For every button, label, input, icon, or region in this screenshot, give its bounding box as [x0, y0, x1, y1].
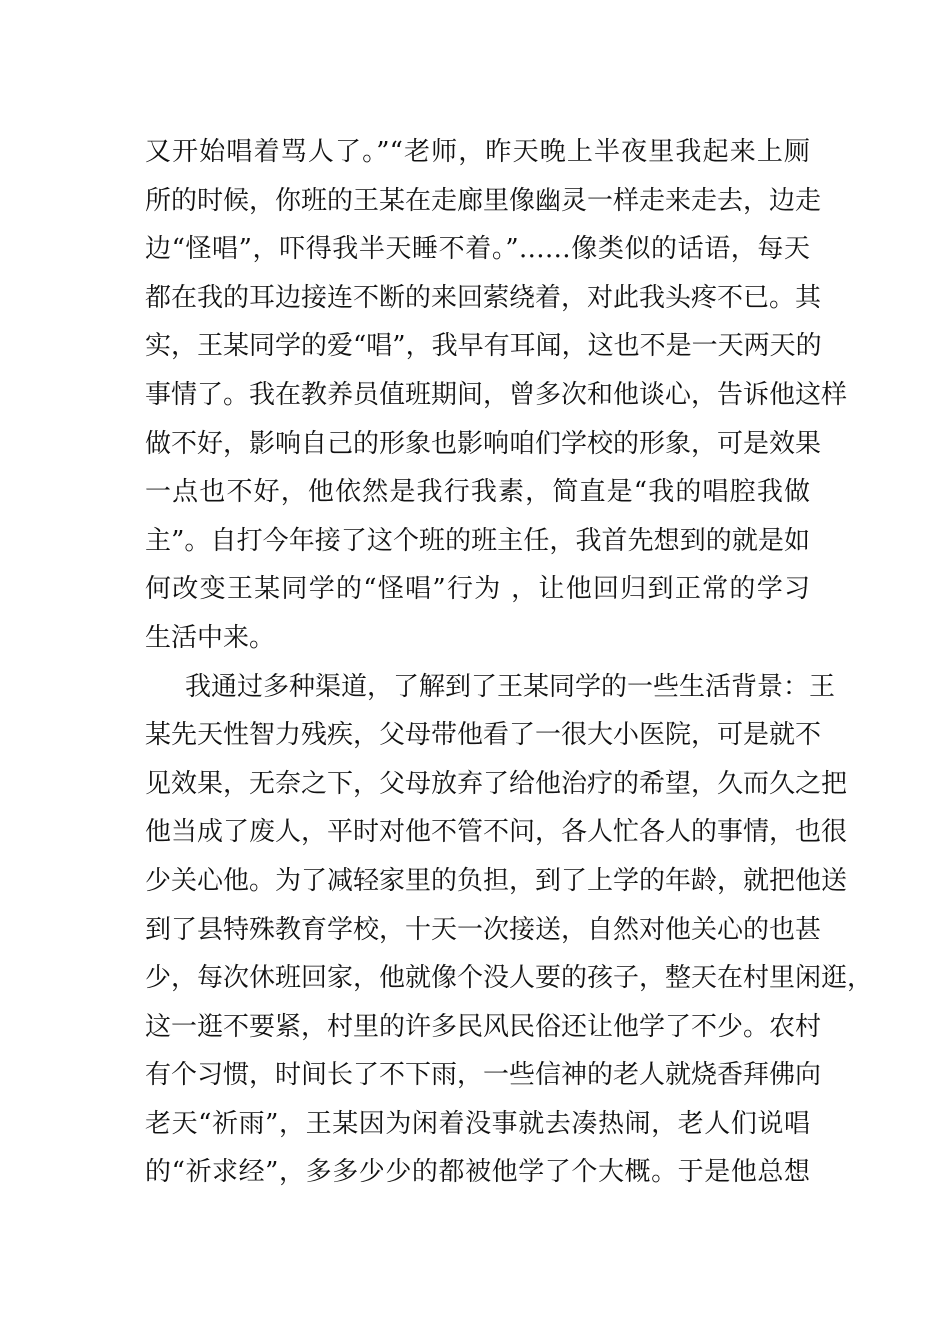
text-line: 主”。自打今年接了这个班的班主任，我首先想到的就是如	[145, 525, 810, 556]
body-text	[145, 128, 874, 1197]
text-line: 我通过多种渠道，了解到了王某同学的一些生活背景：王	[185, 671, 836, 702]
text-line: 实，王某同学的爱“唱”，我早有耳闻，这也不是一天两天的	[145, 331, 822, 362]
text-line: 都在我的耳边接连不断的来回萦绕着，对此我头疼不已。其	[145, 282, 822, 313]
text-line: 何改变王某同学的“怪唱”行为 ，让他回归到正常的学习	[145, 574, 810, 605]
text-line: 见效果，无奈之下，父母放弃了给他治疗的希望，久而久之把	[145, 768, 848, 799]
text-line: 到了县特殊教育学校，十天一次接送，自然对他关心的也甚	[145, 914, 822, 945]
text-line: 他当成了废人，平时对他不管不问，各人忙各人的事情，也很	[145, 817, 848, 848]
paragraph-2	[145, 663, 874, 1198]
text-line: 老天“祈雨”，王某因为闲着没事就去凑热闹，老人们说唱	[145, 1108, 810, 1139]
text-line: 事情了。我在教养员值班期间，曾多次和他谈心，告诉他这样	[145, 379, 848, 410]
text-line: 有个习惯，时间长了不下雨，一些信神的老人就烧香拜佛向	[145, 1060, 822, 1091]
text-line: 边“怪唱”，吓得我半天睡不着。”……像类似的话语，每天	[145, 234, 810, 265]
text-line: 某先天性智力残疾，父母带他看了一很大小医院，可是就不	[145, 720, 822, 751]
text-line: 生活中来。	[145, 622, 276, 653]
text-line: 一点也不好，他依然是我行我素，简直是“我的唱腔我做	[145, 477, 810, 508]
text-line: 的“祈求经”，多多少少的都被他学了个大概。于是他总想	[145, 1157, 810, 1188]
paragraph-1	[145, 128, 848, 663]
text-line: 所的时候，你班的王某在走廊里像幽灵一样走来走去，边走	[145, 185, 822, 216]
text-line: 做不好，影响自己的形象也影响咱们学校的形象，可是效果	[145, 428, 822, 459]
text-line: 这一逛不要紧，村里的许多民风民俗还让他学了不少。农村	[145, 1011, 822, 1042]
text-line: 少，每次休班回家，他就像个没人要的孩子，整天在村里闲逛，	[145, 963, 874, 994]
text-line: 又开始唱着骂人了。”“老师，昨天晚上半夜里我起来上厕	[145, 137, 810, 167]
text-line: 少关心他。为了减轻家里的负担，到了上学的年龄，就把他送	[145, 865, 848, 896]
